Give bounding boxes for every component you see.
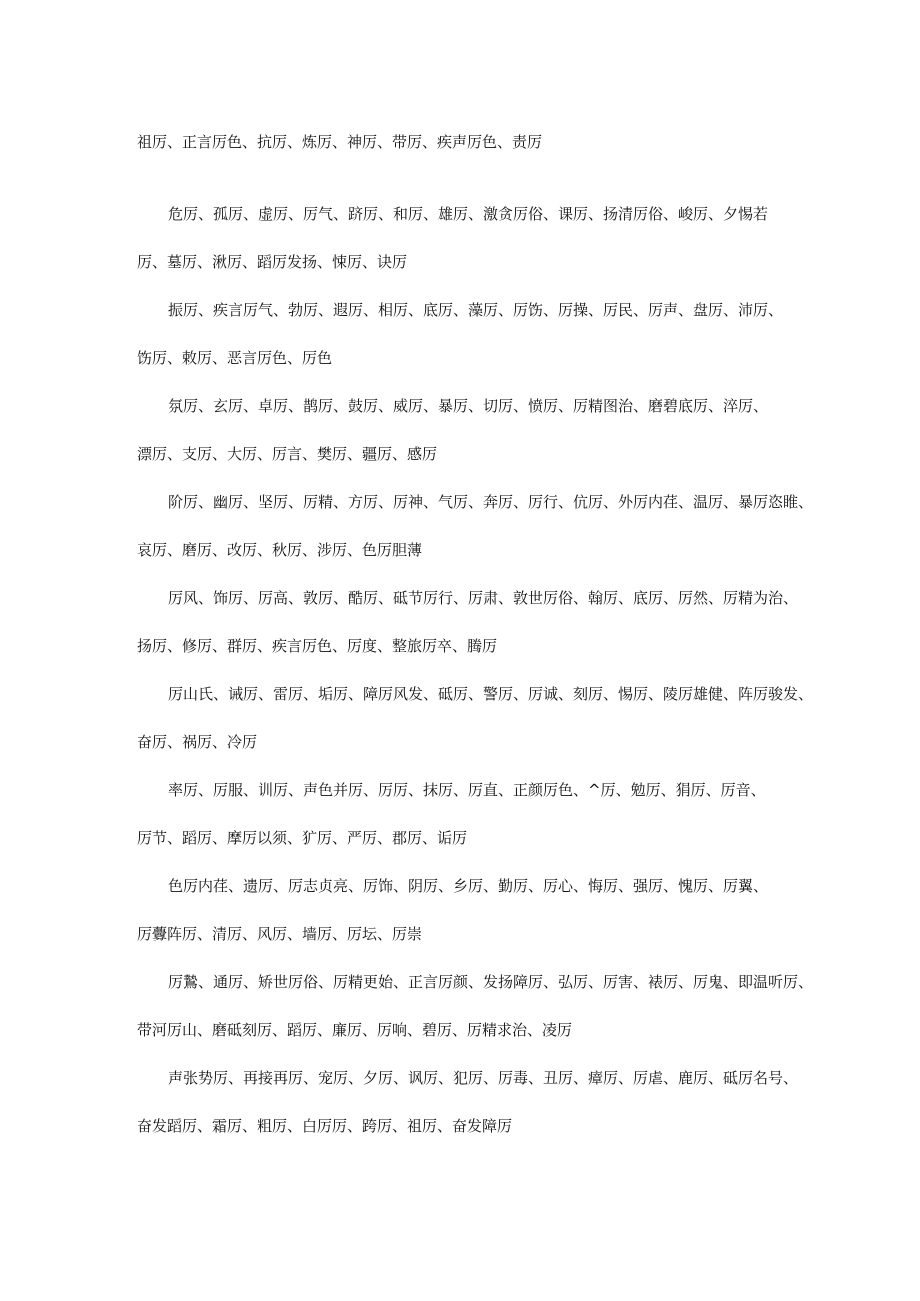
paragraph-10-line-1: 声张势厉、再接再厉、宠厉、夕厉、讽厉、犯厉、厉毒、丑厉、瘴厉、厉虐、鹿厉、砥厉名号、 (168, 1069, 799, 1087)
paragraph-2-line-2: 饬厉、敕厉、恶言厉色、厉色 (137, 349, 333, 367)
paragraph-9-line-1: 厉鷙、通厉、矫世厉俗、厉精更始、正言厉颜、发扬障厉、弘厉、厉害、裱厉、厉鬼、即温听厉、 (168, 973, 814, 991)
paragraph-1-line-2: 厉、墓厉、湫厉、蹈厉发扬、悚厉、诀厉 (137, 253, 408, 271)
paragraph-6-line-1: 厉山氏、诫厉、雷厉、垢厉、障厉风发、砥厉、警厉、厉诚、刻厉、惕厉、陵厉雄健、阵厉骏发、 (168, 685, 814, 703)
paragraph-6-line-2: 奋厉、祸厉、冷厉 (137, 733, 258, 751)
paragraph-5-line-1: 厉风、饰厉、厉高、敦厉、酷厉、砥节厉行、厉肃、敦世厉俗、翰厉、底厉、厉然、厉精为治、 (168, 589, 799, 607)
text-line-1: 祖厉、正言厉色、抗厉、炼厉、神厉、带厉、疾声厉色、责厉 (137, 133, 543, 151)
paragraph-9-line-2: 带河厉山、磨砥刻厉、蹈厉、廉厉、厉响、碧厉、厉精求治、凌厉 (137, 1021, 573, 1039)
paragraph-4-line-1: 阶厉、幽厉、坚厉、厉精、方厉、厉神、气厉、奔厉、厉行、伉厉、外厉内荏、温厉、暴厉恣睢、 (168, 493, 814, 511)
paragraph-7-line-1: 率厉、厉服、训厉、声色并厉、厉厉、抹厉、厉直、正颜厉色、^厉、勉厉、狷厉、厉音、 (168, 781, 766, 799)
paragraph-10-line-2: 奋发蹈厉、霜厉、粗厉、白厉厉、跨厉、祖厉、奋发障厉 (137, 1117, 513, 1135)
paragraph-8-line-2: 厉虋阵厉、清厉、风厉、墙厉、厉坛、厉崇 (137, 925, 423, 943)
paragraph-2-line-1: 振厉、疾言厉气、勃厉、遐厉、相厉、底厉、藻厉、厉饬、厉操、厉民、厉声、盘厉、沛厉、 (168, 301, 784, 319)
paragraph-3-line-1: 氛厉、玄厉、卓厉、鹊厉、鼓厉、威厉、暴厉、切厉、愤厉、厉精图治、磨碧底厉、淬厉、 (168, 397, 769, 415)
paragraph-5-line-2: 扬厉、修厉、群厉、疾言厉色、厉度、整旅厉卒、腾厉 (137, 637, 498, 655)
paragraph-3-line-2: 漂厉、支厉、大厉、厉言、樊厉、疆厉、感厉 (137, 445, 438, 463)
paragraph-7-line-2: 厉节、蹈厉、摩厉以须、犷厉、严厉、郡厉、诟厉 (137, 829, 468, 847)
paragraph-4-line-2: 哀厉、磨厉、改厉、秋厉、涉厉、色厉胆薄 (137, 541, 423, 559)
paragraph-1-line-1: 危厉、孤厉、虚厉、厉气、跻厉、和厉、雄厉、激贪厉俗、课厉、扬清厉俗、峻厉、夕惕若 (168, 205, 769, 223)
paragraph-8-line-1: 色厉内荏、遗厉、厉志贞亮、厉饰、阴厉、乡厉、勤厉、厉心、悔厉、强厉、愧厉、厉翼、 (168, 877, 769, 895)
